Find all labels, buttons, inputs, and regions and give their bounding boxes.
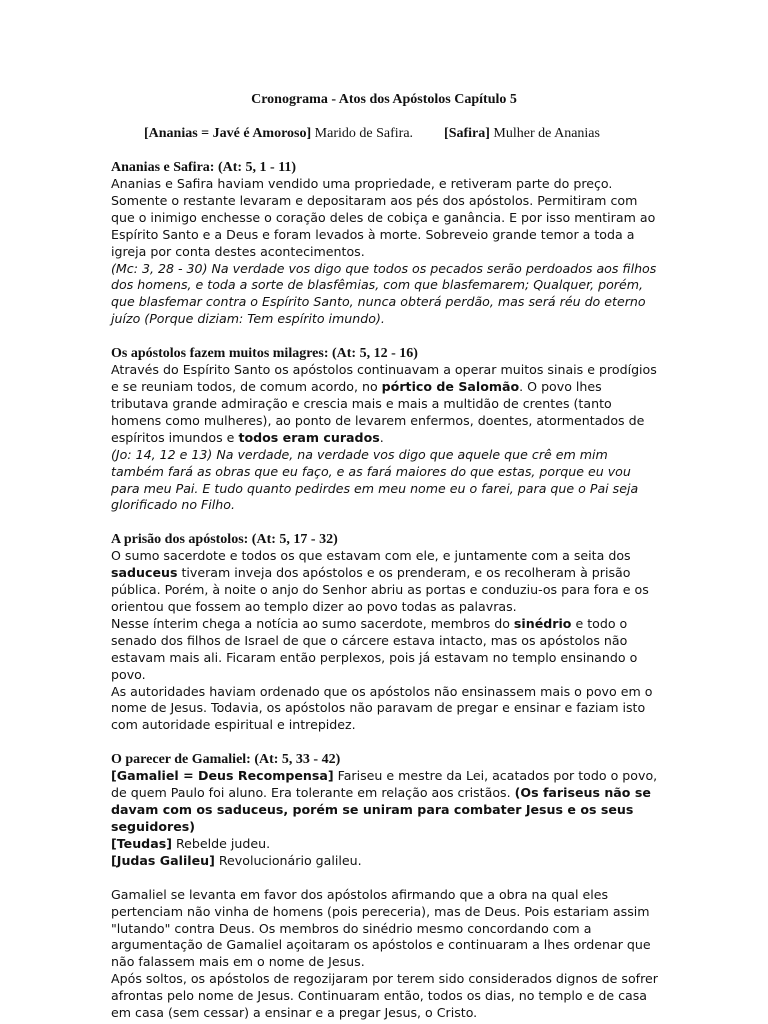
- text-run: Rebelde judeu.: [171, 835, 271, 851]
- subtitle-line: [144, 126, 704, 143]
- bold-run: pórtico de Salomão: [381, 379, 520, 395]
- bold-run: [Gamaliel = Deus Recompensa]: [111, 768, 334, 784]
- text-run: Através do Espírito Santo os apóstolos continuavam a operar muitos sinais e prodígios e se reuniam todos, de comum acordo, no: [111, 362, 657, 395]
- text-run: Revolucionário galileu.: [214, 852, 362, 868]
- teudas-definition: [111, 836, 661, 853]
- judas-definition: [111, 853, 661, 870]
- section-paragraph: [111, 616, 661, 684]
- bold-run: (Os fariseus não se davam com os saduceus, porém se uniram para combater Jesus e os seus seguidores): [111, 785, 651, 834]
- section-heading-prisao: A prisão dos apóstolos: (At: 5, 17 - 32): [111, 532, 338, 548]
- ananias-desc: Marido de Safira.: [314, 126, 414, 141]
- section-paragraph: [111, 548, 661, 616]
- text-run: e todo o senado dos filhos de Israel de que o cárcere estava intacto, mas os apóstolos não estavam mais ali. Ficaram então perplexos, pois já estavam no templo ensinando o povo.: [111, 615, 638, 682]
- scripture-quote: (Jo: 14, 12 e 13) Na verdade, na verdade vos digo que aquele que crê em mim também fará as obras que eu faço, e as fará maiores do que estas, porque eu vou para meu Pai. E tudo quanto pedirdes em meu nome eu o farei, para que o Pai seja glorificado no Filho.: [111, 446, 639, 513]
- text-run: Nesse ínterim chega a notícia ao sumo sacerdote, membros do: [111, 615, 514, 631]
- document-body: [111, 159, 661, 1022]
- safira-tag: [Safira]: [444, 126, 490, 141]
- text-run: Fariseu e mestre da Lei, acatados por todo o povo, de quem Paulo foi aluno. Era tolerante em relação aos cristãos.: [111, 768, 658, 801]
- text-run: O sumo sacerdote e todos os que estavam com ele, e juntamente com a seita dos: [111, 548, 631, 564]
- section-paragraph: [111, 362, 661, 447]
- bold-run: todos eram curados: [238, 429, 380, 445]
- section-paragraph: Após soltos, os apóstolos de regozijaram por terem sido considerados dignos de sofrer afrontas pelo nome de Jesus. Continuaram então, todos os dias, no templo e de casa em casa (sem cessar) a ensinar e a pregar Jesus, o Cristo.: [111, 971, 658, 1021]
- section-paragraph: Gamaliel se levanta em favor dos apóstolos afirmando que a obra na qual eles pertenciam não vinha de homens (pois pereceria), mas de Deus. Pois estariam assim "lutando" contra Deus. Os membros do sinédrio mesmo concordando com a argumentação de Gamaliel açoitaram os apóstolos e continuaram a lhes ordenar que não falassem mais em o nome de Jesus.: [111, 886, 651, 970]
- text-run: .: [379, 429, 384, 445]
- section-paragraph: Ananias e Safira haviam vendido uma propriedade, e retiveram parte do preço. Somente o restante levaram e depositaram aos pés dos apóstolos. Permitiram com que o inimigo enchesse o coração deles de cobiça e ganância. E por isso mentiram ao Espírito Santo e a Deus e foram levados à morte. Sobreveio grande temor a toda a igreja por conta destes acontecimentos.: [111, 176, 656, 259]
- ananias-tag: [Ananias = Javé é Amoroso]: [144, 126, 312, 141]
- section-heading-gamaliel: O parecer de Gamaliel: (At: 5, 33 - 42): [111, 752, 341, 768]
- scripture-quote: (Mc: 3, 28 - 30) Na verdade vos digo que todos os pecados serão perdoados aos filhos dos homens, e toda a sorte de blasfêmias, com que blasfemarem; Qualquer, porém, que blasfemar contra o Espírito Santo, nunca obterá perdão, mas será réu do eterno juízo (Porque diziam: Tem espírito imundo).: [111, 260, 657, 327]
- gamaliel-definition: [111, 768, 661, 836]
- section-heading-ananias-safira: Ananias e Safira: (At: 5, 1 - 11): [111, 160, 297, 175]
- bold-run: [Teudas]: [111, 835, 172, 851]
- bold-run: saduceus: [111, 565, 178, 581]
- text-run: tiveram inveja dos apóstolos e os prenderam, e os recolheram à prisão pública. Porém, à noite o anjo do Senhor abriu as portas e conduziu-os para fora e os orientou que fossem ao templo dizer ao povo todas as palavras.: [111, 565, 649, 615]
- bold-run: sinédrio: [513, 615, 572, 631]
- text-run: . O povo lhes tributava grande admiração e crescia mais e mais a multidão de crentes (tanto homens como mulheres), ao ponto de levarem enfermos, doentes, atormentados de espíritos imundos e: [111, 379, 645, 445]
- safira-desc: Mulher de Ananias: [493, 126, 600, 141]
- section-paragraph: As autoridades haviam ordenado que os apóstolos não ensinassem mais o povo em o nome de Jesus. Todavia, os apóstolos não paravam de pregar e ensinar e faziam isto com autoridade espiritual e intrepidez.: [111, 683, 653, 733]
- document-title: Cronograma - Atos dos Apóstolos Capítulo 5: [251, 92, 517, 107]
- section-heading-milagres: Os apóstolos fazem muitos milagres: (At: 5, 12 - 16): [111, 346, 418, 362]
- bold-run: [Judas Galileu]: [111, 852, 215, 868]
